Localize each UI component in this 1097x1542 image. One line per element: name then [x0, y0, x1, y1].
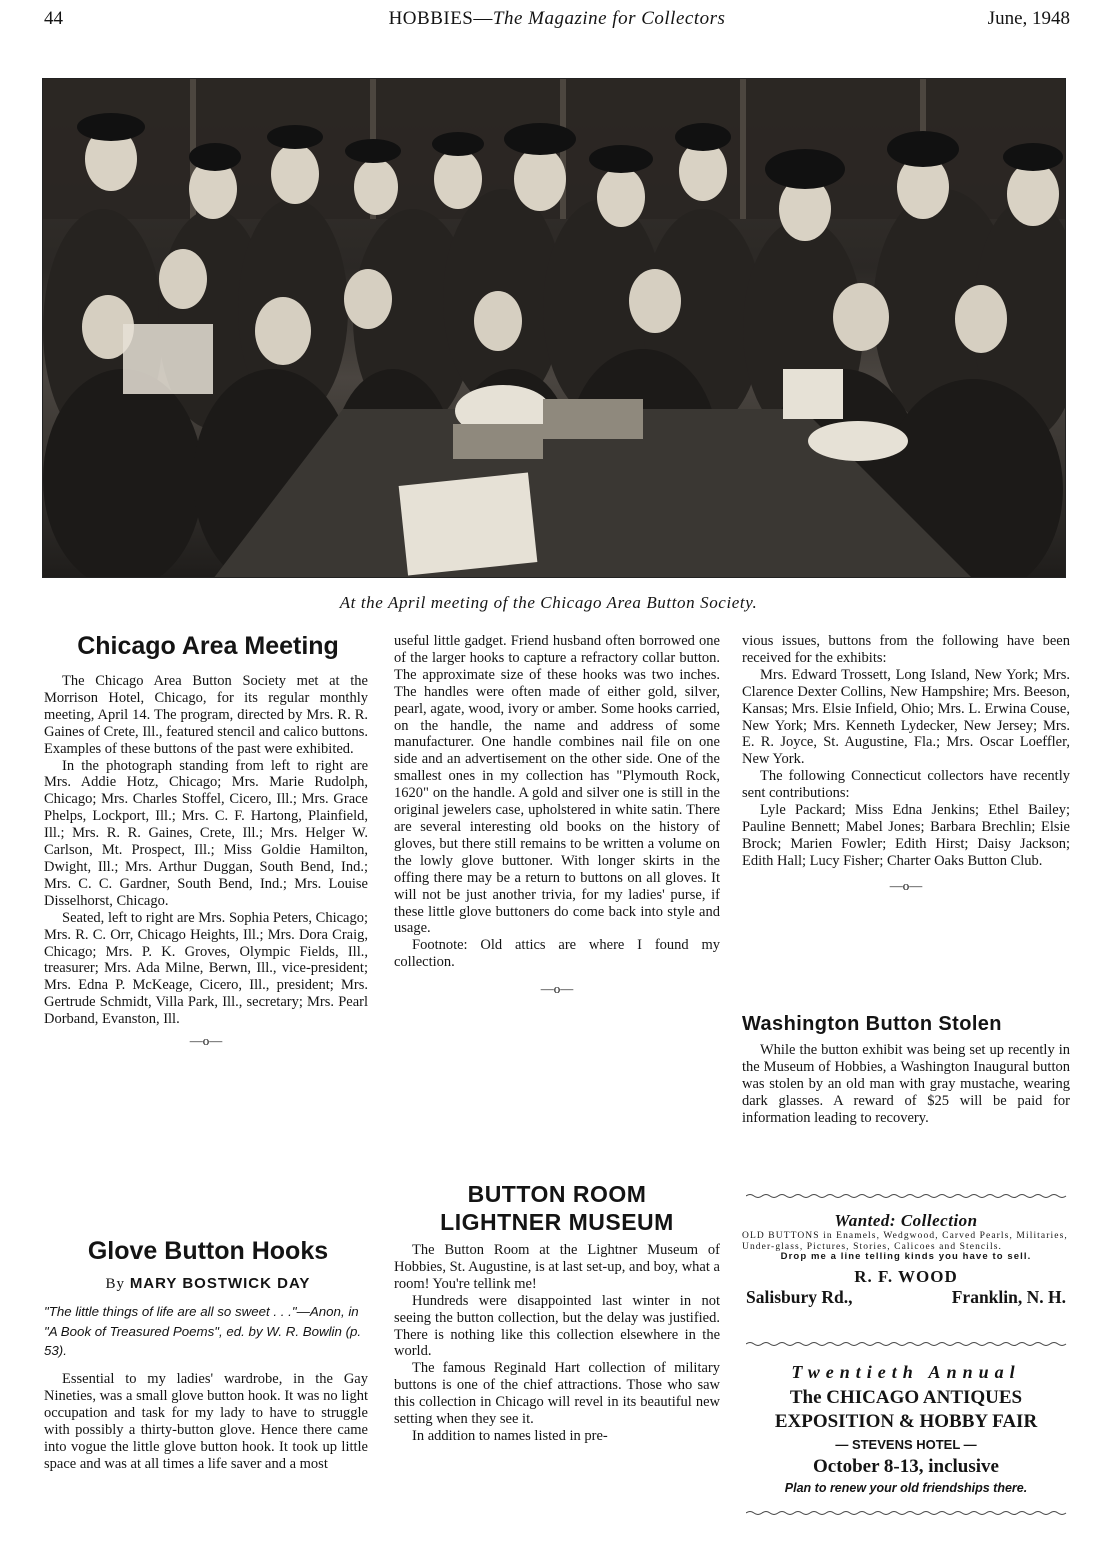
ad-small-text: OLD BUTTONS in Enamels, Wedgwood, Carved Pearls, Militaries, Under-glass, Pictures, Stories, Calicoes and Stencils.: [742, 1231, 1068, 1252]
ad-line: The CHICAGO ANTIQUES: [789, 1387, 1023, 1408]
article-body-chicago-meeting: [44, 673, 368, 1050]
ad-small-text: Drop me a line telling kinds you have to sell.: [780, 1251, 1032, 1262]
paragraph: Lyle Packard; Miss Edna Jenkins; Ethel Bailey; Pauline Bennett; Mabel Jones; Barbara Brechlin; Elsie Brock; Marien Fowler; Edith Hirst; Daisy Jackson; Edith Hall; Lucy Fisher; Charter Oaks Button Club.: [742, 802, 1070, 869]
footnote: Footnote: Old attics are where I found my collection.: [394, 937, 720, 971]
epigraph-quote: "The little things of life are all so sweet . . ."—Anon, in "A Book of Treasured Poems", ed. by W. R. Bowlin (p. 53).: [44, 1304, 362, 1359]
article-body-glove-hooks: [44, 1371, 368, 1472]
paragraph: The Chicago Area Button Society met at the Morrison Hotel, Chicago, for its regular monthly meeting, April 14. The program, directed by Mrs. R. R. Gaines of Crete, Ill., featured stencil and calico buttons. Examples of these buttons of the past were exhibited.: [44, 673, 368, 757]
byline: By MARY BOSTWICK DAY: [105, 1275, 311, 1292]
paragraph: Essential to my ladies' wardrobe, in the Gay Nineties, was a small glove button hook. It was no light occupation and task for my lady to have to struggle with possibly a thirty-button glove. Hence there came into vogue the little glove button hook. It took up little space and was at all times a life saver and a most: [44, 1371, 368, 1472]
issue-date: June, 1948: [987, 8, 1070, 29]
article-title-glove-hooks: Glove Button Hooks: [87, 1237, 329, 1265]
wavy-divider: [746, 1193, 1070, 1199]
article-body-button-room-continued: [742, 633, 1070, 895]
section-separator: —o—: [540, 981, 574, 997]
ad-line: October 8-13, inclusive: [813, 1456, 999, 1477]
ad-line: Twentieth Annual: [791, 1362, 1021, 1382]
section-separator: —o—: [889, 877, 923, 893]
ad-title: Wanted: Collection: [834, 1211, 978, 1230]
group-photograph: [42, 78, 1066, 578]
article-title-washington-button: Washington Button Stolen: [742, 1013, 1002, 1035]
page-header: [44, 8, 1070, 34]
ad-line: Plan to renew your old friendships there.: [784, 1481, 1028, 1495]
wavy-divider: [746, 1510, 1070, 1516]
ad-chicago-exposition: [742, 1362, 1070, 1495]
section-separator: —o—: [189, 1033, 223, 1049]
ad-name: R. F. WOOD: [854, 1266, 958, 1286]
paragraph: The Button Room at the Lightner Museum of Hobbies, St. Augustine, is at last set-up, and boy, what a room! You're tellink me!: [394, 1242, 720, 1292]
article-body-washington-button: [742, 1042, 1070, 1127]
photo-caption: At the April meeting of the Chicago Area Button Society.: [339, 593, 758, 612]
paragraph: The famous Reginald Hart collection of military buttons is one of the chief attractions. Those who saw this collection in Chicago will revel in its beautiful new setting when they see it.: [394, 1360, 720, 1428]
paragraph: useful little gadget. Friend husband often borrowed one of the larger hooks to capture a refractory collar button. The approximate size of these hooks was two inches. The handles were often made of either gold, silver, pearl, agate, wood, ivory or amber. Some hooks carried, on the handle, the name and address of some manufacturer. One handle combines nail file on one side and an advertisement on the other side. One of the smallest ones in my collection has "Plymouth Rock, 1620" on the handle. A gold and silver one is still in the original jewelers case, upholstered in white satin. There are several interesting old books on the history of gloves, but there still remains to be written a volume on the lowly glove buttoner. With longer skirts in the offing there may be a return to buttons on all gloves. It will not be just another trivia, for my ladies' purse, if these little glove buttoners do come back into style and usage.: [394, 633, 720, 937]
paragraph: Seated, left to right are Mrs. Sophia Peters, Chicago; Mrs. R. C. Orr, Chicago Heights, Ill.; Mrs. Dora Craig, Chicago; Mrs. P. K. Groves, Olympic Fields, Ill., treasurer; Mrs. Ada Milne, Berwn, Ill., vice-president; Mrs. Edna P. McKeage, Cicero, Ill., president; Mrs. Gertrude Schmidt, Villa Park, Ill., secretary; Mrs. Pearl Dorband, Evanston, Ill.: [44, 909, 368, 1028]
paragraph: Hundreds were disappointed last winter in not seeing the button collection, but the delay was justified. There is nothing like this collection elsewhere in the world.: [394, 1292, 720, 1360]
ad-line: EXPOSITION & HOBBY FAIR: [774, 1411, 1038, 1432]
paragraph: The following Connecticut collectors have recently sent contributions:: [742, 768, 1070, 802]
article-body-button-room: [394, 1242, 720, 1445]
article-title-chicago-meeting: Chicago Area Meeting: [77, 632, 339, 660]
paragraph: Mrs. Edward Trossett, Long Island, New York; Mrs. Clarence Dexter Collins, New Hampshire; Mrs. Beeson, Kansas; Mrs. Elsie Infield, Ohio; Mrs. L. Erwina Couse, New York; Mrs. Kenneth Lydecker, New Jersey; Mrs. E. R. Joyce, St. Augustine, Fla.; Mrs. Oscar Loeffler, New York.: [742, 666, 1070, 768]
page-number: 44: [44, 8, 63, 29]
photo-illustration: [43, 79, 1065, 577]
paragraph: In the photograph standing from left to right are Mrs. Addie Hotz, Chicago; Mrs. Marie Rudolph, Chicago; Mrs. Charles Stoffel, Cicero, Ill.; Mrs. Grace Phelps, Lockport, Ill.; Mrs. C. F. Hartong, Plainfield, Ill.; Mrs. R. R. Gaines, Crete, Ill.; Mrs. Helger W. Carlson, Mt. Prospect, Ill.; Miss Goldie Hamilton, Dwight, Ill.; Mrs. Arthur Duggan, South Bend, Ind.; Mrs. C. C. Gardner, South Bend, Ind.; Mrs. Louise Disselhorst, Chicago.: [44, 757, 368, 909]
magazine-title: HOBBIES—The Magazine for Collectors: [388, 8, 726, 29]
ad-address: Salisbury Rd., Franklin, N. H.: [746, 1286, 1066, 1307]
article-title-button-room: BUTTON ROOM LIGHTNER MUSEUM: [440, 1181, 674, 1235]
ad-line: — STEVENS HOTEL —: [835, 1437, 977, 1452]
paragraph: In addition to names listed in pre-: [412, 1427, 608, 1444]
wavy-divider: [746, 1341, 1070, 1347]
paragraph: vious issues, buttons from the following have been received for the exhibits:: [742, 633, 1070, 666]
paragraph: While the button exhibit was being set up recently in the Museum of Hobbies, a Washington Inaugural button was stolen by an old man with gray mustache, wearing dark glasses. A reward of $25 will be paid for information leading to recovery.: [742, 1042, 1070, 1126]
ad-wanted-collection: [742, 1211, 1070, 1308]
article-body-glove-hooks-continued: [394, 633, 720, 998]
